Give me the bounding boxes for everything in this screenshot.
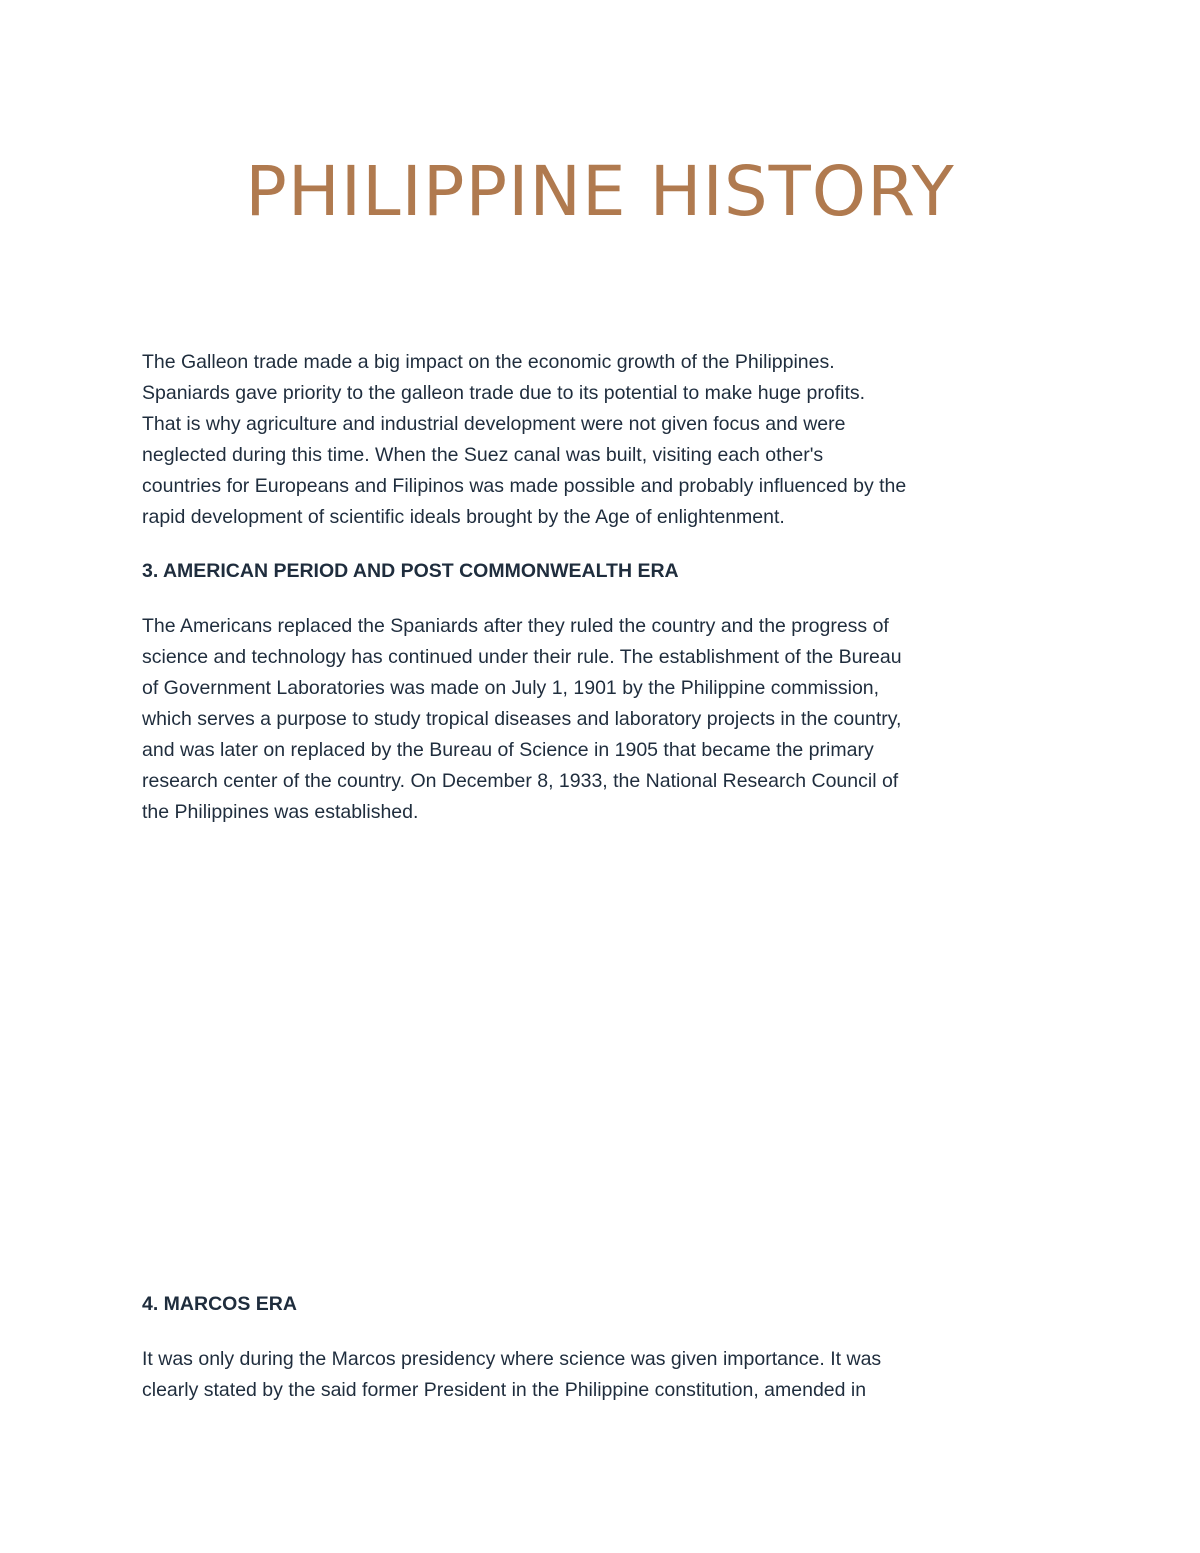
paragraph-line: rapid development of scientific ideals brought by the Age of enlightenment. bbox=[142, 506, 785, 528]
paragraph-line: research center of the country. On December 8, 1933, the National Research Council of bbox=[142, 770, 899, 792]
paragraph-line: of Government Laboratories was made on July 1, 1901 by the Philippine commission, bbox=[142, 677, 880, 699]
paragraph-line: neglected during this time. When the Suez canal was built, visiting each other's bbox=[142, 444, 824, 466]
paragraph-line: The Americans replaced the Spaniards after they ruled the country and the progress of bbox=[142, 615, 889, 637]
section-heading-marcos-era: 4. MARCOS ERA bbox=[142, 1293, 297, 1315]
paragraph-marcos-era bbox=[142, 1344, 1072, 1406]
paragraph-line: the Philippines was established. bbox=[142, 801, 419, 823]
paragraph-line: countries for Europeans and Filipinos was made possible and probably influenced by the bbox=[142, 475, 907, 497]
paragraph-line: It was only during the Marcos presidency where science was given importance. It was bbox=[142, 1348, 882, 1370]
paragraph-line: and was later on replaced by the Bureau of Science in 1905 that became the primary bbox=[142, 739, 874, 761]
paragraph-line: clearly stated by the said former President in the Philippine constitution, amended in bbox=[142, 1379, 867, 1401]
paragraph-line: The Galleon trade made a big impact on the economic growth of the Philippines. bbox=[142, 351, 835, 373]
paragraph-line: Spaniards gave priority to the galleon trade due to its potential to make huge profits. bbox=[142, 382, 866, 404]
paragraph-american-period bbox=[142, 611, 1072, 828]
paragraph-galleon-trade bbox=[142, 347, 1072, 533]
paragraph-line: which serves a purpose to study tropical diseases and laboratory projects in the country, bbox=[142, 708, 902, 730]
paragraph-line: science and technology has continued under their rule. The establishment of the Bureau bbox=[142, 646, 902, 668]
document-title: PHILIPPINE HISTORY bbox=[245, 152, 955, 232]
paragraph-line: That is why agriculture and industrial development were not given focus and were bbox=[142, 413, 846, 435]
section-heading-american-period: 3. AMERICAN PERIOD AND POST COMMONWEALTH ERA bbox=[142, 560, 679, 582]
